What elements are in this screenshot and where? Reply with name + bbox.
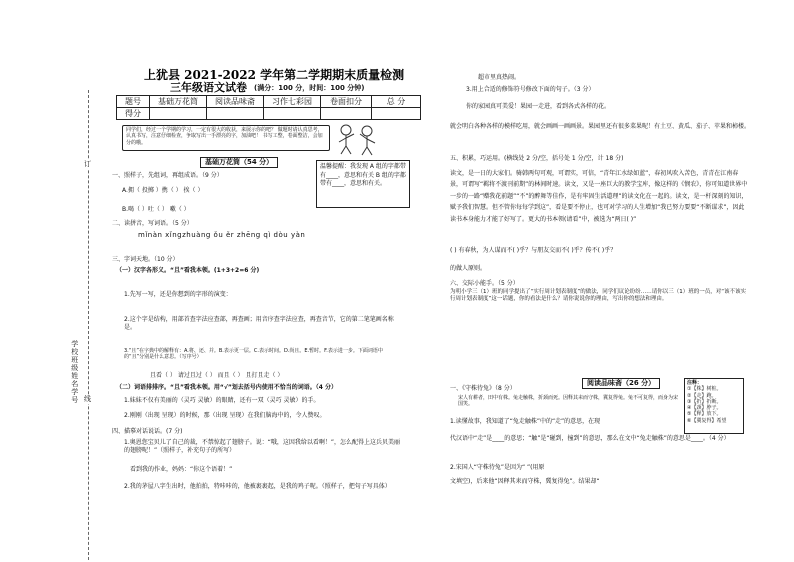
q3-part2-title: （二）词语排排序。“且”看我本领。用“√”划去括号内使用不恰当的词语。（4 分） xyxy=(116,384,338,391)
score-cell[interactable] xyxy=(372,108,421,120)
score-table xyxy=(116,95,421,120)
q3-part1-d: 且看（ ） 请过且过（ ） 而且（ ） 且打且走（ ） xyxy=(150,372,284,379)
q3-title: 三、字词天地。（10 分） xyxy=(112,256,179,263)
read-q1-title: 一、《守株待兔》（8 分） xyxy=(450,385,516,392)
score-cell[interactable] xyxy=(321,108,372,120)
q2-title: 二、读拼音，写词语。（5 分） xyxy=(112,220,193,227)
read-passage: 宋人有耕者，田中有株。兔走触株，折颈而死。因释其耒而守株，冀复得兔。兔不可复得，而身为宋国笑。 xyxy=(458,395,679,408)
r-top4: 就会明白各种各样的模样吃用，就会画画一画画景。果园里还有很多菜果呢！有土豆、黄瓜、茄子、苹果和柿楼。 xyxy=(450,123,751,130)
q5-end: 的做人原则。 xyxy=(450,265,487,272)
note-item: ③【折】折断。 xyxy=(687,398,722,405)
note-item: ⑤【释】放下。 xyxy=(687,411,722,418)
score-col-2: 基础万花筒 xyxy=(150,96,207,108)
q6-passage: 为明小学三（1）班的同学提出了“实行周计划表制度”的做法，同学们议论纷纷……请你以三（1）班的一员，对“该不该实行周计划表制度”这一话题，你的看法是什么？请你说说你的理由，写出你的想法和理由。 xyxy=(450,289,747,302)
score-cell[interactable] xyxy=(207,108,264,120)
q3-part2-b: 2.刚刚（出现 呈现）的时候，那（出现 呈现）在我们脑海中的，令人赞叹。 xyxy=(124,412,326,419)
note-item: ④【颈】脖子。 xyxy=(687,405,722,411)
notes-title: 注释： xyxy=(687,380,703,386)
notes-box xyxy=(684,378,744,434)
q1-title: 一、照样子，先组词，再组成语。（9 分） xyxy=(112,172,223,179)
note-item: ②【走】跑。 xyxy=(687,392,717,399)
kids-illustration xyxy=(334,122,382,156)
read-question-2: 2.宋国人“守株待兔”是因为“ ”(用原 xyxy=(450,464,545,471)
q3-part1-title: （一）汉字各形义。“且”看我本领。(1+3+2=6 分) xyxy=(116,267,260,274)
q3-part1-c: 3.“且”在字典中的解释有：A.将、还、并。B.表示更一层。C.表示时间。D.尚且。E.暂时。F.表示进一步。下面词语中的“且”分别是什么意思。（写序号） xyxy=(124,348,383,361)
q3-part1-b: 2.这个字是结构，用部首查字法应查部，再查画；用音序查字法应查，再查音节，它的第二笔笔画名称是。 xyxy=(124,316,394,331)
q5-title: 五、积累，巧运用。(横线处 2 分/空，括号处 1 分/空，计 18 分) xyxy=(450,155,624,162)
score-col-1: 题号 xyxy=(117,96,150,108)
score-col-4: 习作七彩园 xyxy=(264,96,321,108)
read-question-1b: 代汉语中“走”是____的意思；“触”是“碰到，撞到”的意思，那么在文中“兔走触株”的意思是____。（4 分） xyxy=(450,435,730,442)
score-cell[interactable] xyxy=(264,108,321,120)
note-item: ⑥【冀复得】希望 xyxy=(687,417,727,424)
pinyin-row: mǐnàn xǐngzhuàng ǒu ěr zhēng qì dòu yàn xyxy=(138,231,306,239)
score-col-5: 卷面扣分 xyxy=(321,96,372,108)
q5-tail: ( ) 有春秋，为人谋而不( )乎？与朋友交而不( )乎？传不( )乎？ xyxy=(450,247,617,254)
section-title-basics: 基础万花筒（54 分） xyxy=(200,157,278,168)
read-question-1: 1.读懂故事，我知道了“兔走触株”中的“走”的意思，在现 xyxy=(450,418,601,425)
side-label-school: 学校班级姓名学号 xyxy=(70,340,79,404)
score-row-label: 得分 xyxy=(117,108,150,120)
q1-row-b: B.喝（ ）吐（ ） 嗽（ ） xyxy=(122,206,190,213)
score-col-6: 总 分 xyxy=(372,96,421,108)
reminder-box xyxy=(316,160,410,208)
q4-item2: 看到我的作业，妈妈：“你这个语着！” xyxy=(130,466,233,473)
notice-box xyxy=(122,125,330,151)
score-cell[interactable] xyxy=(150,108,207,120)
r-top2: 3.用上合适的修饰符号修改下面的句子。（3 分） xyxy=(466,86,595,93)
exam-title: 上犹县 2021-2022 学年第二学期期末质量检测 xyxy=(144,68,405,82)
q1-row-a: A.拥（ 投掷 ）携（ ） 挨（ ） xyxy=(122,187,204,194)
q5-passage: 读文，是一日的大家们。骑韩两句可观，可谓实，可信，“青年江水绿如蓝”，春初风吹入苦色，青青在江南春景，可谓写“羁将不渡刊前期”的林间时速。读文，又是一座巨大的教学宝库，像这样的《悯农》，你可知道世界中一步的一路“赠我花前题”“不”的醉舞等佳作，是有牢固生活道理”的读文化在一起的。读文，是一杆深刻的知识，赋予我们智慧。但不管你每每学到这”，看是要不停止，也可对学习的人生增加“我已努力要要“不断谋求”，因此读书本身能力才能了好写了。更大的书本领(请看”中，被选为“两日( )” xyxy=(450,170,748,223)
side-label-ding: 订 xyxy=(84,160,91,168)
reminder-text: 温馨提醒：我发现 A 组的字都带有____，意思和有关 B 组的字都带有____，意思和有关。 xyxy=(320,163,406,188)
q4-item1: 1.奥恩您宝贝儿了自己的裁，不禁惊起了翅膀子。说：“哦，这因我给以看啊！”，怎么配得上这兵贝美丽的翅膀呢！”（照样子，补充句子的所写） xyxy=(124,439,400,454)
exam-meta: (满分：100 分，时间：100 分钟) xyxy=(254,84,365,92)
notice-text: 同学们，经过一个学期的学习，一定有很大的收获，来展示你的吧？ 做题时请认真思考，认真书写，注意仔细检查，争取写出一手漂亮的字，加油吧！ 书写工整，卷面整洁，会加分的哦。 xyxy=(126,127,323,146)
score-col-3: 阅读品味斋 xyxy=(207,96,264,108)
r-top1: 超市里真热闹。 xyxy=(478,74,521,81)
exam-subtitle: 三年级语文试卷 xyxy=(170,81,247,94)
q4-item3: 2.我的茅屋八字生出时，他拍拍，特咔咔的，他被裹裹起，是我的鸡子呢。（照样子，把句子写具体） xyxy=(124,483,391,490)
note-item: ①【株】树桩。 xyxy=(687,386,722,393)
read-question-2b: 文填空)，后来他“因释其耒而守株，冀复得兔”。结果却“ xyxy=(450,478,600,485)
side-label-xian: 线 xyxy=(84,395,91,403)
r-top3: 你的家园真可美爱！果园一走进，看到各式各样的花。 xyxy=(466,103,611,110)
q4-title: 四、描摹对话说话。(7 分) xyxy=(112,428,183,435)
section-title-reading: 阅读品味斋（26 分） xyxy=(582,378,660,389)
q6-title: 六、交际小能手。（5 分） xyxy=(450,280,519,287)
q3-part1-a: 1.先写一写，还是你想到的字形的演变： xyxy=(124,291,232,298)
q3-part2-a: 1.妹妹不仅有美丽的（灵巧 灵敏）的眼睛，还有一双（灵巧 灵敏）的手。 xyxy=(124,397,320,404)
